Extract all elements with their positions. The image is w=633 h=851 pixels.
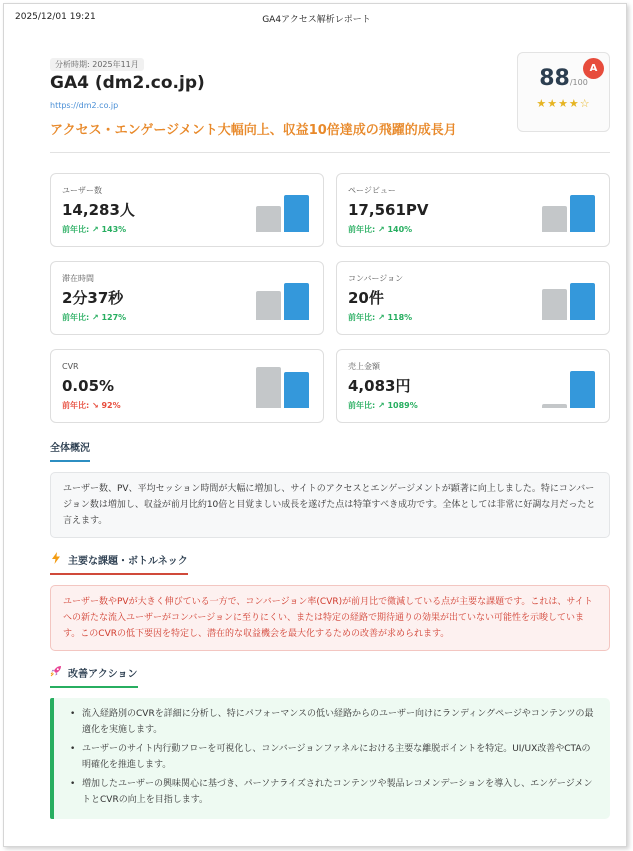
metric-card-pageviews (336, 173, 610, 247)
score-card (517, 52, 610, 132)
print-title: GA4アクセス解析レポート (262, 15, 371, 25)
actions-box (50, 698, 610, 819)
metric-card-users (50, 173, 324, 247)
report-header (50, 52, 610, 152)
metric-label: ページビュー (348, 186, 396, 195)
metric-change: 前年比: ↗ 127% (62, 313, 127, 322)
period-badge: 分析時期: 2025年11月 (50, 58, 144, 71)
current-bar (570, 283, 595, 320)
metric-change: 前年比: ↗ 143% (62, 225, 127, 234)
previous-bar (256, 206, 281, 232)
rocket-icon (50, 665, 62, 681)
current-bar (284, 283, 309, 320)
metric-change: 前年比: ↗ 140% (348, 225, 413, 234)
previous-bar (256, 367, 281, 408)
metric-label: CVR (62, 362, 79, 371)
actions-section-title (50, 665, 138, 688)
metric-value: 0.05% (62, 377, 115, 395)
metric-value: 17,561PV (348, 201, 429, 219)
current-bar (284, 195, 309, 232)
score-max: /100 (569, 78, 588, 87)
metric-change: 前年比: ↗ 118% (348, 313, 413, 322)
metric-label: コンバージョン (348, 274, 404, 283)
metric-value: 20件 (348, 289, 384, 307)
issues-box (50, 585, 610, 651)
metric-card-revenue (336, 349, 610, 423)
metric-change: 前年比: ↘ 92% (62, 401, 121, 410)
mini-bar-chart (542, 188, 596, 232)
print-datetime: 2025/12/01 19:21 (15, 12, 96, 22)
action-list (68, 706, 598, 808)
action-item: • 増加したユーザーの興味関心に基づき、パーソナライズされたコンテンツや製品レコメンデーションを導入し、エンゲージメントとCVRの向上を目指します。 (68, 776, 598, 808)
headline: アクセス・エンゲージメント大幅向上、収益10倍達成の飛躍的成長月 (50, 123, 457, 138)
print-header (0, 12, 633, 26)
overview-text: ユーザー数、PV、平均セッション時間が大幅に増加し、サイトのアクセスとエンゲージメントが顕著に向上しました。特にコンバージョン数は増加し、収益が前月比約10倍と目覚ましい成長を遂げた点は特筆すべき成功です。全体としては非常に好調な月だったと言えます。 (63, 484, 596, 526)
previous-bar (542, 206, 567, 232)
metric-label: ユーザー数 (62, 186, 102, 195)
overview-section-title (50, 443, 90, 462)
metric-card-conversions (336, 261, 610, 335)
mini-bar-chart (542, 276, 596, 320)
site-url-link[interactable]: https://dm2.co.jp (50, 101, 119, 110)
score-value: 88 (539, 66, 570, 91)
mini-bar-chart (256, 364, 310, 408)
metric-change: 前年比: ↗ 1089% (348, 401, 418, 410)
previous-bar (256, 291, 281, 320)
action-item: • 流入経路別のCVRを詳細に分析し、特にパフォーマンスの低い経路からのユーザー向けにランディングページやコンテンツの最適化を実施します。 (68, 706, 598, 738)
metric-value: 2分37秒 (62, 289, 124, 307)
metric-label: 売上金額 (348, 362, 380, 371)
current-bar (284, 372, 309, 408)
previous-bar (542, 404, 567, 408)
current-bar (570, 371, 595, 408)
grade-badge: A (583, 58, 604, 79)
issues-section-title (50, 552, 188, 575)
overview-title-text: 全体概況 (50, 443, 90, 454)
metric-card-duration (50, 261, 324, 335)
report-content (50, 52, 610, 819)
current-bar (570, 195, 595, 232)
metric-value: 4,083円 (348, 377, 411, 395)
issues-title-text: 主要な課題・ボトルネック (68, 556, 188, 567)
previous-bar (542, 289, 567, 320)
lightning-icon (50, 552, 62, 568)
metrics-grid (50, 173, 610, 423)
issues-text: ユーザー数やPVが大きく伸びている一方で、コンバージョン率(CVR)が前月比で微減している点が主要な課題です。これは、サイトへの新たな流入ユーザーがコンバージョンに至りにくい、または特定の経路で期待通りの効果が出ていない可能性を示唆しています。このCVRの低下要因を特定し、潜在的な収益機会を最大化するための改善が求められます。 (63, 597, 593, 639)
site-title: GA4 (dm2.co.jp) (50, 73, 205, 93)
mini-bar-chart (256, 188, 310, 232)
header-divider (50, 152, 610, 153)
mini-bar-chart (256, 276, 310, 320)
metric-value: 14,283人 (62, 201, 135, 219)
metric-label: 滞在時間 (62, 274, 94, 283)
star-rating: ★★★★☆ (536, 97, 591, 110)
metric-card-cvr (50, 349, 324, 423)
actions-title-text: 改善アクション (68, 669, 138, 680)
mini-bar-chart (542, 364, 596, 408)
overview-box (50, 472, 610, 538)
action-item: • ユーザーのサイト内行動フローを可視化し、コンバージョンファネルにおける主要な離脱ポイントを特定。UI/UX改善やCTAの明確化を推進します。 (68, 741, 598, 773)
